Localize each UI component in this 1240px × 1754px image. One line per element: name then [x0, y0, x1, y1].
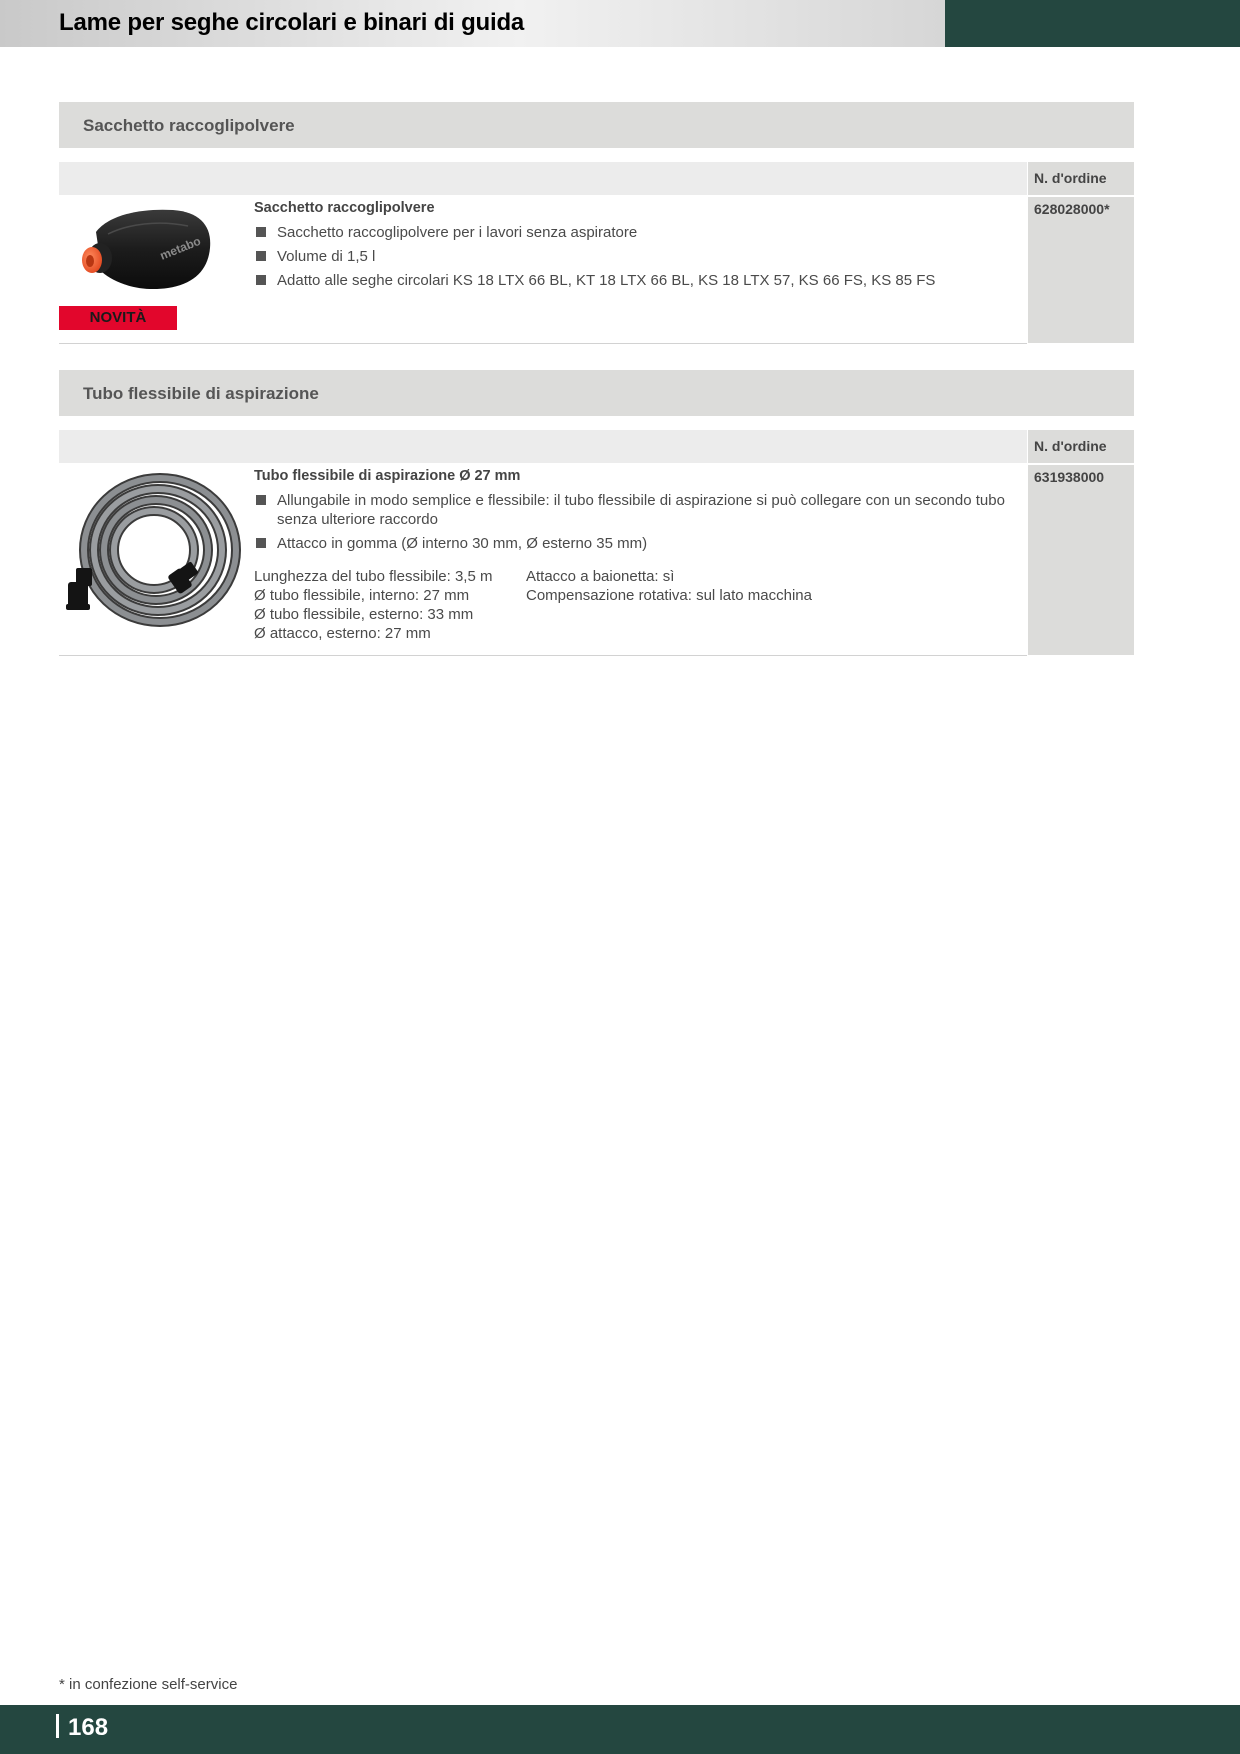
list-item: Volume di 1,5 l	[254, 247, 1014, 266]
section-header-dust-bag	[59, 102, 1134, 148]
order-number: 628028000*	[1028, 197, 1134, 343]
list-item: Attacco in gomma (Ø interno 30 mm, Ø esterno 35 mm)	[254, 534, 1014, 553]
svg-text:metabo: metabo	[157, 233, 203, 263]
page-title: Lame per seghe circolari e binari di guida	[59, 9, 525, 36]
new-badge: NOVITÀ	[59, 306, 177, 330]
spec-item: Attacco a baionetta: sì	[526, 568, 675, 585]
header-accent	[945, 0, 1240, 47]
footer-bar	[0, 1705, 1240, 1754]
table-header	[59, 162, 1027, 195]
divider-pipe	[56, 1714, 59, 1738]
bullet-square-icon	[256, 275, 266, 285]
hose-image	[64, 470, 242, 630]
spec-item: Ø tubo flessibile, interno: 27 mm	[254, 587, 470, 604]
spec-column-left	[254, 567, 526, 643]
bullet-square-icon	[256, 495, 266, 505]
footnote: * in confezione self-service	[59, 1676, 238, 1693]
product-name: Sacchetto raccoglipolvere	[254, 200, 435, 216]
product-description	[254, 467, 1014, 643]
spec-item: Ø attacco, esterno: 27 mm	[254, 625, 431, 642]
spec-item: Lunghezza del tubo flessibile: 3,5 m	[254, 568, 493, 585]
product-description	[254, 199, 1014, 290]
feature-list	[254, 491, 1014, 553]
row-divider	[59, 343, 1027, 344]
list-item: Sacchetto raccoglipolvere per i lavori senza aspiratore	[254, 223, 1014, 242]
order-number: 631938000	[1028, 465, 1134, 655]
order-number-header: N. d'ordine	[1028, 162, 1134, 195]
section-header-hose	[59, 370, 1134, 416]
spec-table	[254, 567, 1014, 643]
page-number: 168	[56, 1714, 108, 1742]
section-title: Tubo flessibile di aspirazione	[83, 384, 319, 403]
bullet-square-icon	[256, 251, 266, 261]
table-header	[59, 430, 1027, 463]
bullet-square-icon	[256, 227, 266, 237]
spec-item: Compensazione rotativa: sul lato macchina	[526, 587, 812, 604]
product-name: Tubo flessibile di aspirazione Ø 27 mm	[254, 468, 521, 484]
list-item: Allungabile in modo semplice e flessibile: il tubo flessibile di aspirazione si può collegare con un secondo tubo senza ulteriore raccordo	[254, 491, 1014, 529]
dust-bag-image	[78, 204, 216, 296]
list-item: Adatto alle seghe circolari KS 18 LTX 66 BL, KT 18 LTX 66 BL, KS 18 LTX 57, KS 66 FS, KS 85 FS	[254, 271, 1014, 290]
order-number-header: N. d'ordine	[1028, 430, 1134, 463]
bullet-square-icon	[256, 538, 266, 548]
spec-item: Ø tubo flessibile, esterno: 33 mm	[254, 606, 474, 623]
spec-column-right	[526, 567, 812, 643]
feature-list	[254, 223, 1014, 290]
section-title: Sacchetto raccoglipolvere	[83, 116, 295, 135]
row-divider	[59, 655, 1027, 656]
